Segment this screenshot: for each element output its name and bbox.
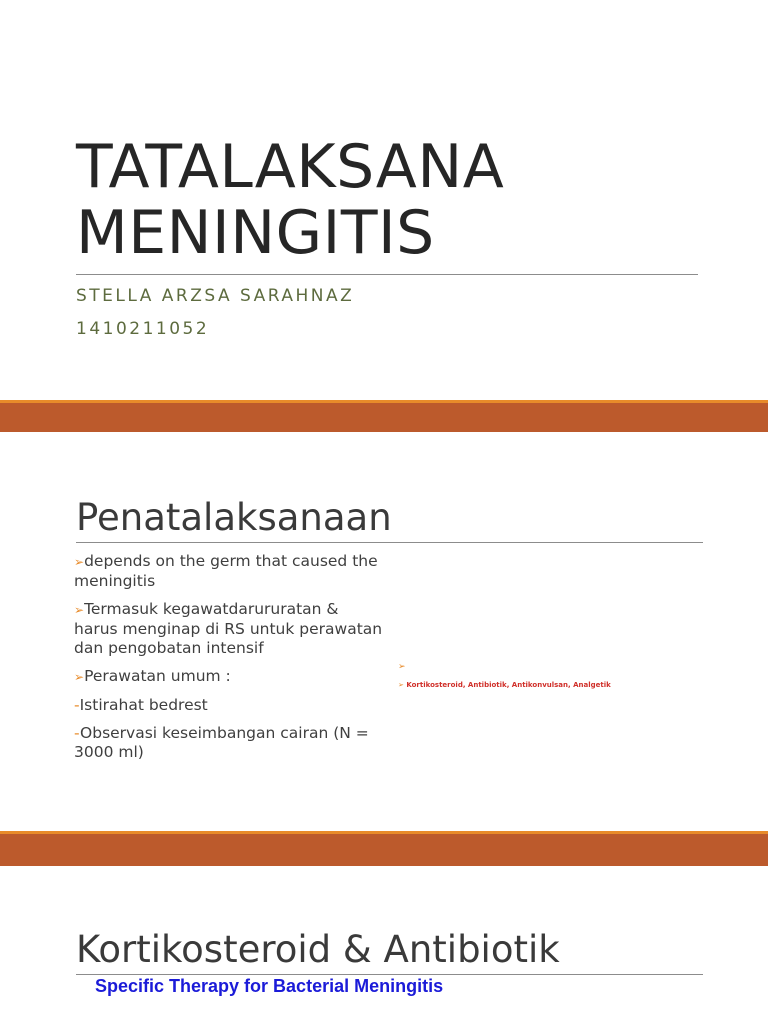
list-item xyxy=(74,600,384,658)
bullet-text: Observasi keseimbangan cairan (N = 3000 ml) xyxy=(74,724,369,761)
slide-heading: Kortikosteroid & Antibiotik xyxy=(76,928,560,971)
title-slide xyxy=(0,0,768,400)
list-item xyxy=(74,552,384,591)
list-item xyxy=(74,724,384,762)
medication-text: Kortikosteroid, Antibiotik, Antikonvulsan, Analgetik xyxy=(406,681,611,689)
slide-heading: Penatalaksanaan xyxy=(76,496,392,539)
arrow-bullet-icon: ➢ xyxy=(74,555,85,569)
title-line-2: MENINGITIS xyxy=(76,198,435,268)
arrow-bullet-icon: ➢ xyxy=(74,603,85,617)
slide-divider xyxy=(0,400,768,432)
arrow-bullet-icon: ➢ xyxy=(398,662,406,672)
penatalaksanaan-slide xyxy=(0,432,768,831)
therapy-subheading: Specific Therapy for Bacterial Meningitis xyxy=(95,976,444,996)
bullet-text: Perawatan umum : xyxy=(84,667,231,685)
dash-bullet: - xyxy=(74,696,80,714)
bullet-list xyxy=(74,552,384,771)
presentation-title xyxy=(76,134,716,266)
author-name: STELLA ARZSA SARAHNAZ xyxy=(76,286,355,306)
arrow-bullet-icon: ➢ xyxy=(74,670,85,684)
arrow-bullet-icon: ➢ xyxy=(398,681,404,689)
heading-rule xyxy=(76,542,703,543)
bullet-text: depends on the germ that caused the meningitis xyxy=(74,552,378,590)
bullet-text: Istirahat bedrest xyxy=(79,696,208,714)
dash-bullet: - xyxy=(74,724,81,742)
student-id: 1410211052 xyxy=(76,319,210,339)
medication-list xyxy=(398,678,728,692)
kortikosteroid-slide xyxy=(0,866,768,1024)
list-item xyxy=(74,667,384,687)
right-column xyxy=(398,660,728,692)
heading-rule xyxy=(76,974,703,975)
title-line-1: TATALAKSANA xyxy=(76,132,505,202)
slide-divider xyxy=(0,831,768,866)
list-item xyxy=(74,696,384,715)
bullet-text: Termasuk kegawatdarururatan & harus menginap di RS untuk perawatan dan pengobatan intensif xyxy=(74,600,383,657)
title-rule xyxy=(76,274,698,275)
